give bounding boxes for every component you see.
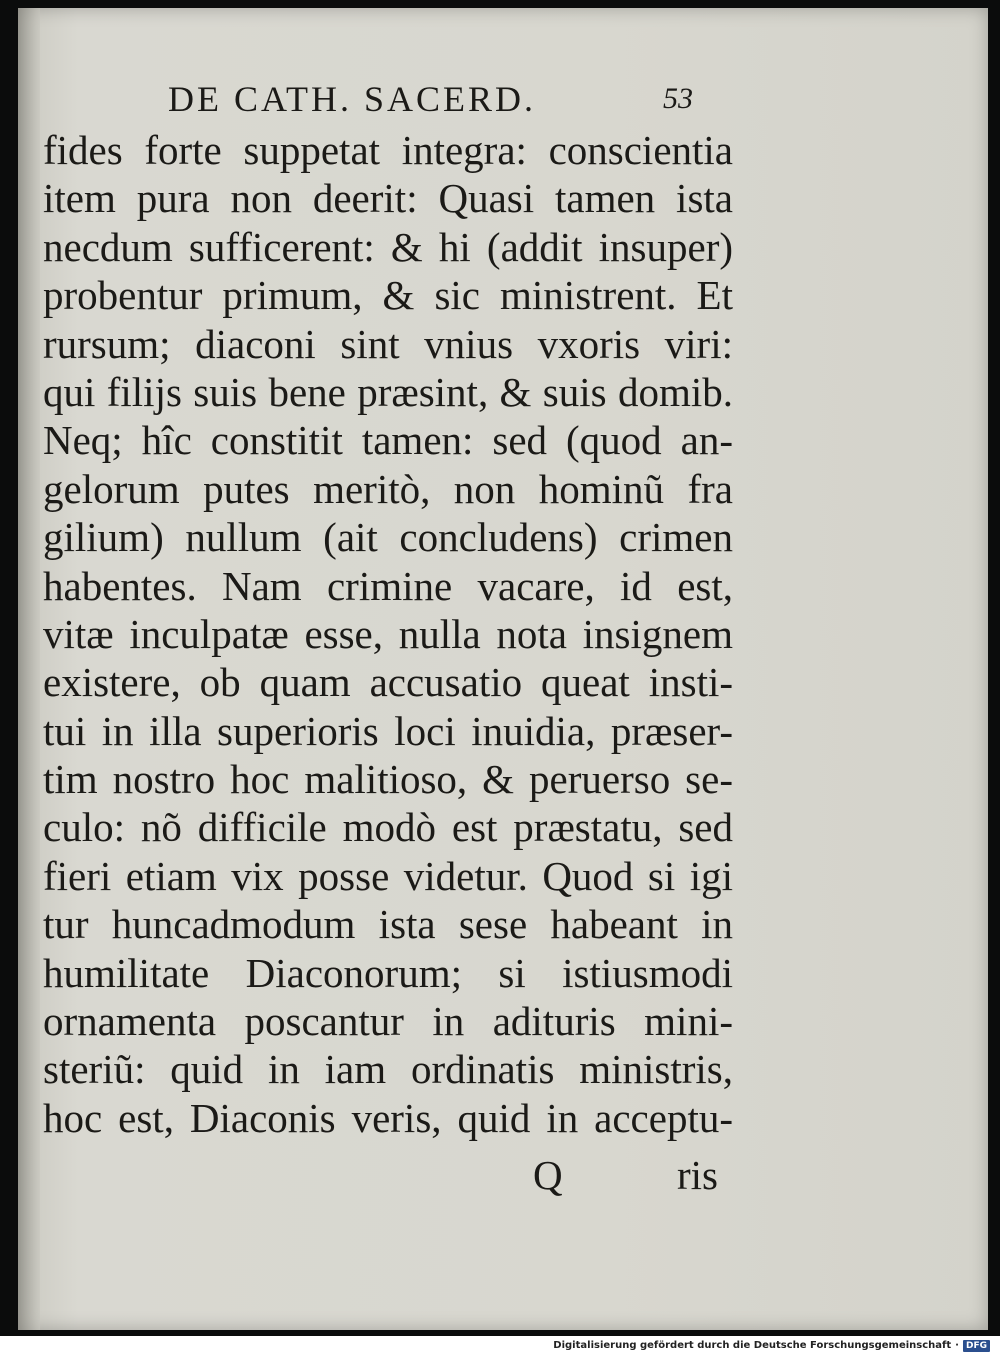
running-head: DE CATH. SACERD. [168, 79, 537, 119]
text-line: tur huncadmodum ista sese habeant in [43, 901, 733, 948]
signature-mark: Q [533, 1152, 563, 1198]
text-line: existere, ob quam accusatio queat insti- [43, 659, 733, 706]
catchword-text: ris [677, 1152, 718, 1198]
text-block [43, 126, 733, 1142]
text-line: steriũ: quid in iam ordinatis ministris, [43, 1046, 733, 1093]
text-line: fides forte suppetat integra: conscientia [43, 127, 733, 173]
text-line: vitæ inculpatæ esse, nulla nota insignem [43, 610, 733, 657]
text-line: tui in illa superioris loci inuidia, præser- [43, 707, 733, 754]
text-line: necdum sufficerent: & hi (addit insuper) [43, 223, 733, 270]
text-line: item pura non deerit: Quasi tamen ista [43, 175, 733, 222]
page-gutter-shadow [18, 8, 40, 1330]
page-number: 53 [663, 82, 693, 115]
text-line: ornamenta poscantur in adituris mini- [43, 998, 733, 1045]
text-line: hoc est, Diaconis veris, quid in acceptu- [43, 1094, 733, 1141]
text-line: habentes. Nam crimine vacare, id est, [43, 562, 733, 609]
credit-text: Digitalisierung gefördert durch die Deutsche Forschungsgemeinschaft [553, 1340, 952, 1351]
text-line: tim nostro hoc malitioso, & peruerso se- [43, 756, 733, 803]
text-line: gelorum putes meritò, non hominũ fra [43, 465, 733, 512]
text-line: fieri etiam vix posse videtur. Quod si igi [43, 852, 733, 899]
digitization-credit: Digitalisierung gefördert durch die Deutsche Forschungsgemeinschaft · DFG [553, 1337, 990, 1354]
text-line: rursum; diaconi sint vnius vxoris viri: [43, 320, 733, 367]
book-page [18, 8, 988, 1330]
text-line: probentur primum, & sic ministrent. Et [43, 272, 733, 319]
text-line: culo: nõ difficile modò est præstatu, sed [43, 804, 733, 851]
text-line: Neq; hîc constitit tamen: sed (quod an- [43, 417, 733, 464]
catchword [508, 1150, 726, 1200]
dfg-logo: DFG [963, 1340, 990, 1352]
text-line: gilium) nullum (ait concludens) crimen [43, 514, 733, 561]
text-line: humilitate Diaconorum; si istiusmodi [43, 949, 733, 996]
text-line: qui filijs suis bene præsint, & suis domib. [43, 368, 733, 415]
